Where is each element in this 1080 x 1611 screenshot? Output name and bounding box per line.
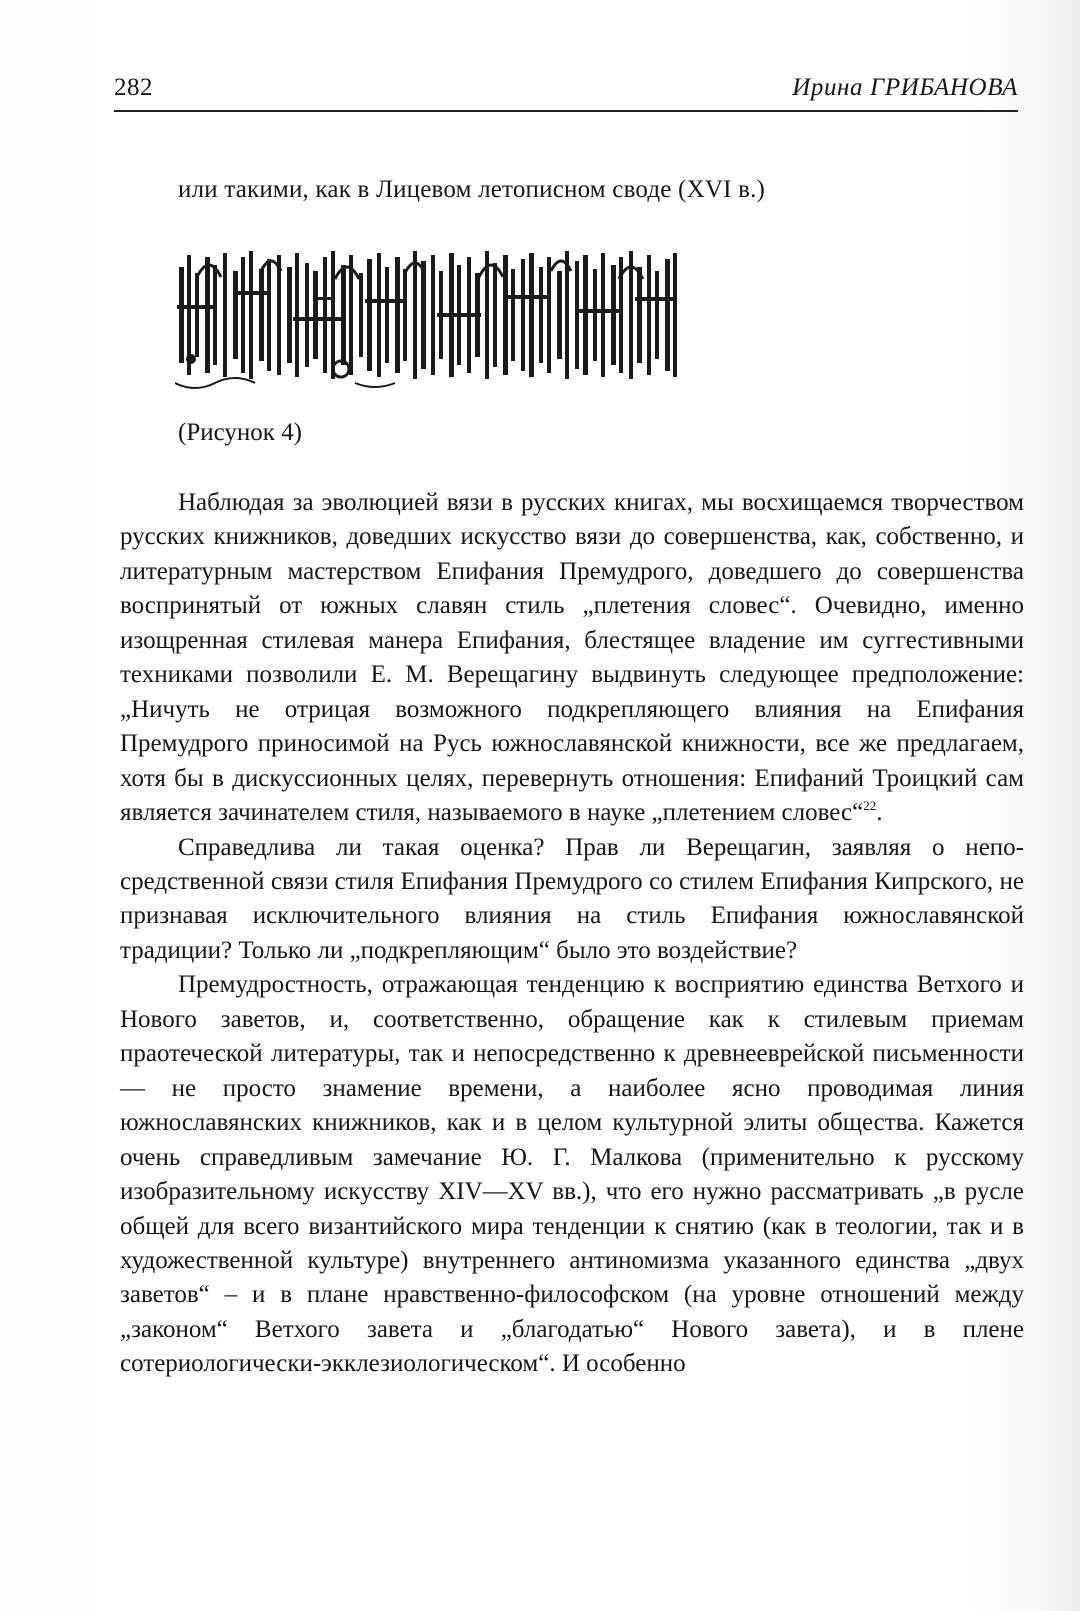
footnote-ref-22: 22 [863,798,877,814]
figure-caption: (Рисунок 4) [178,419,302,446]
vyaz-ligature-illustration [175,247,680,395]
paragraph-3: Премудростность, отражающая тенденцию к восприятию единства Ветхого и Нового заветов, и, соответственно, обращение как к стилевым приемам праотеческой литературы, так и непосредственно к древнееврейской письменности — не просто знамение времени, а наиболее ясно проводимая линия южнославянских книжников, как и в целом культурной элиты общества. Кажется очень справедливым замечание Ю. Г. Малкова (применительно к русскому изобразительному искусству XIV—XV вв.), что его нужно рассматривать „в русле общей для всего византийского мира тенденции к снятию (как в теологии, так и в художественной культуре) внутреннего антиномизма указанного единства „двух заветов“ – и в плане нравственно-философском (на уровне отношений между „законом“ Ветхого завета и „благодатью“ Нового завета), и в плене сотериологически-экклезиологическом“. И особенно [120,971,1024,1378]
header-rule [114,110,1018,112]
paragraph-1 [120,486,1024,831]
paragraph-1-tail: . [876,799,883,827]
intro-line: или такими, как в Лицевом летописном своде (XVI в.) [178,176,766,203]
running-head-author: Ирина ГРИБАНОВА [792,74,1018,101]
page-header [114,74,1018,110]
body-text [120,486,1024,1382]
paragraph-2: Справедлива ли такая оценка? Прав ли Верещагин, заявляя о непосредственной связи стиля Епифания Премудрого со стилем Епифания Кипрского, не признавая исключительного влияния на стиль Епифания южнославянской традиции? Только ли „подкрепляющим“ было это воздействие? [120,833,1024,964]
paragraph-1-text: Наблюдая за эволюцией вязи в русских книгах, мы восхищаемся творчеством русских книжников, доведших искусство вязи до совершенства, как, собственно, и литературным мастерством Епифания Премудрого, доведшего до совершенства воспринятый от южных славян стиль „плетения словес“. Очевидно, именно изощренная стилевая манера Епифания, блестящее владение им суггестивными техниками позволили Е. М. Верещагину выдвинуть следующее предположение: „Ничуть не отрицая возможного подкрепляющего влияния на Епифания Премудрого приносимой на Русь южнославянской книжности, все же предлагаем, хотя бы в дискуссионных целях, перевернуть отношения: Епифаний Троицкий сам является зачинателем стиля, называемого в науке „плетением словес“ [120,489,1024,827]
page-number: 282 [114,74,153,101]
